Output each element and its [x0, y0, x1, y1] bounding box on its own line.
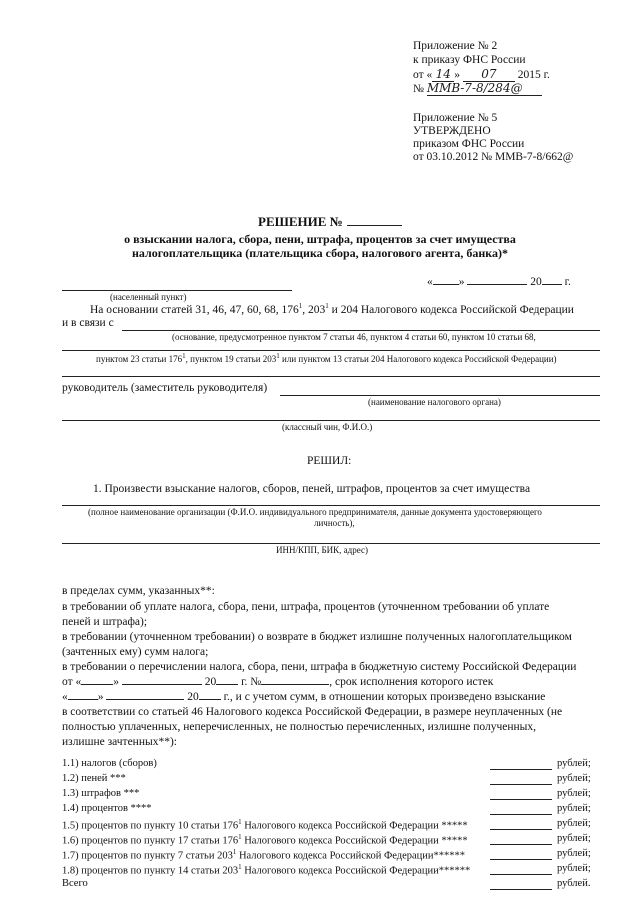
- amount-label-sup: 1: [238, 818, 242, 826]
- body-p8: « » 20 г., и с учетом сумм, в отношении которых произведено взыскание: [62, 691, 546, 703]
- amount-label-sup: 1: [238, 833, 242, 841]
- body-p9: в соответствии со статьей 46 Налогового кодекса Российской Федерации, в размере неуплаченных (не: [62, 706, 563, 718]
- body-p11: излишне зачтенных**):: [62, 736, 177, 748]
- amount-row: [62, 848, 600, 862]
- amount-label-tail: Налогового кодекса Российской Федерации *****: [241, 820, 468, 832]
- amount-unit: рублей;: [557, 848, 591, 859]
- decided-heading: РЕШИЛ:: [307, 455, 352, 467]
- amount-label: 1.1) налогов (сборов): [62, 758, 157, 769]
- order-date-line: от « 14 » 07 2015 г.: [413, 67, 550, 81]
- amount-label: 1.7) процентов по пункту 7 статьи 203: [62, 850, 233, 862]
- basis-text: На основании статей 31, 46, 47, 60, 68, $176^1$, $203^1$ и 204 Налогового кодекса Российской Федерации: [90, 302, 574, 316]
- approved-order-date: от 03.10.2012 № ММВ-7-8/662@: [413, 151, 574, 163]
- amount-row: [62, 788, 600, 802]
- body-p3: пеней и штрафа);: [62, 616, 148, 628]
- amount-label-tail: Налогового кодекса Российской Федерации******: [241, 865, 471, 877]
- amount-label: 1.4) процентов ****: [62, 803, 152, 814]
- place-field[interactable]: [62, 290, 292, 291]
- amount-label: 1.3) штрафов ***: [62, 788, 140, 799]
- amount-row: [62, 803, 600, 817]
- amount-label: 1.8) процентов по пункту 14 статьи 203: [62, 865, 239, 877]
- decision-date: « » 20 г.: [427, 276, 571, 288]
- reason-field-2[interactable]: [62, 350, 600, 351]
- body-p10: полностью уплаченных, неперечисленных, не полностью перечисленных, излишне полученных,: [62, 721, 537, 733]
- body-p5: (зачтенных ему) сумм налога;: [62, 646, 209, 658]
- item-1-text: 1. Произвести взыскание налогов, сборов, пеней, штрафов, процентов за счет имущества: [93, 483, 531, 495]
- body-p6: в требовании о перечислении налога, сбора, пени, штрафа в бюджетную систему Российской Федерации: [62, 661, 577, 673]
- inn-field[interactable]: [62, 543, 600, 544]
- amount-field[interactable]: [490, 784, 552, 785]
- amount-unit: рублей;: [557, 788, 591, 799]
- amount-label-tail: Налогового кодекса Российской Федерации******: [236, 850, 466, 862]
- body-p2: в требовании об уплате налога, сбора, пени, штрафа, процентов (уточненном требовании об уплате: [62, 601, 550, 613]
- approved-order: приказом ФНС России: [413, 138, 525, 150]
- handwritten-number: ММВ-7-8/284@: [427, 81, 542, 96]
- tax-org-caption: (наименование налогового органа): [368, 397, 501, 407]
- body-p1: в пределах сумм, указанных**:: [62, 585, 215, 597]
- amount-label-sup: 1: [232, 848, 237, 856]
- head-label: руководитель (заместитель руководителя): [62, 382, 268, 394]
- amount-label: 1.2) пеней ***: [62, 773, 126, 784]
- org-caption-2: личность),: [314, 518, 355, 528]
- doc-subtitle-1: о взыскании налога, сбора, пени, штрафа, процентов за счет имущества: [124, 232, 516, 246]
- amount-row: [62, 773, 600, 787]
- reason-field[interactable]: [122, 330, 600, 331]
- inn-caption: ИНН/КПП, БИК, адрес): [276, 545, 368, 555]
- tax-org-field[interactable]: [280, 395, 600, 396]
- amount-unit: рублей;: [557, 803, 591, 814]
- amount-row: [62, 878, 600, 892]
- place-caption: (населенный пункт): [110, 292, 187, 302]
- order-ref: к приказу ФНС России: [413, 54, 526, 66]
- org-field[interactable]: [62, 505, 600, 506]
- amount-row: [62, 758, 600, 772]
- amount-unit: рублей;: [557, 773, 591, 784]
- order-number-line: № ММВ-7-8/284@: [413, 81, 542, 96]
- amount-label: 1.6) процентов по пункту 17 статьи 176: [62, 835, 239, 847]
- reason-field-3[interactable]: [62, 376, 600, 377]
- amount-row: [62, 863, 600, 877]
- amount-label: 1.5) процентов по пункту 10 статьи 176: [62, 820, 239, 832]
- amount-unit: рублей;: [557, 758, 591, 769]
- amount-label: Всего: [62, 878, 88, 889]
- body-p7: от « » 20 г. № , срок исполнения которого истек: [62, 676, 494, 688]
- rank-caption: (классный чин, Ф.И.О.): [282, 422, 373, 432]
- amount-field[interactable]: [490, 829, 552, 830]
- basis-note-2: пунктом 23 статьи $176^1$, пунктом 19 статьи $203^1$ или пунктом 13 статьи 204 Налогового кодекса Российской Федерации): [96, 352, 557, 364]
- doc-subtitle-2: налогоплательщика (плательщика сбора, налогового агента, банка)*: [131, 246, 509, 260]
- amount-field[interactable]: [490, 859, 552, 860]
- amount-row: [62, 833, 600, 847]
- rank-field[interactable]: [62, 420, 600, 421]
- amount-unit: рублей;: [557, 818, 591, 829]
- approved-label: УТВЕРЖДЕНО: [413, 125, 491, 137]
- amount-unit: рублей;: [557, 833, 591, 844]
- amount-field[interactable]: [490, 799, 552, 800]
- amount-field[interactable]: [490, 814, 552, 815]
- handwritten-month: 07: [463, 67, 515, 82]
- appendix-5: Приложение № 5: [413, 112, 498, 124]
- amount-field[interactable]: [490, 874, 552, 875]
- amount-field[interactable]: [490, 769, 552, 770]
- org-caption-1: (полное наименование организации (Ф.И.О. индивидуального предпринимателя, данные документа удостоверяющего: [88, 507, 542, 517]
- handwritten-day: 14: [432, 67, 454, 82]
- amount-row: [62, 818, 600, 832]
- amount-field[interactable]: [490, 889, 552, 890]
- amount-unit: рублей;: [557, 863, 591, 874]
- amount-label-sup: 1: [238, 863, 242, 871]
- amount-unit: рублей.: [557, 878, 591, 889]
- appendix-2: Приложение № 2: [413, 40, 498, 52]
- doc-title: РЕШЕНИЕ №: [258, 214, 402, 230]
- amount-field[interactable]: [490, 844, 552, 845]
- body-p4: в требовании (уточненном требовании) о возврате в бюджет излишне полученных налогоплательщиком: [62, 631, 572, 643]
- amount-label-tail: Налогового кодекса Российской Федерации *****: [241, 835, 468, 847]
- in-connection-label: и в связи с: [62, 317, 114, 329]
- basis-note: (основание, предусмотренное пунктом 7 статьи 46, пунктом 4 статьи 60, пунктом 10 статьи 68,: [172, 332, 536, 342]
